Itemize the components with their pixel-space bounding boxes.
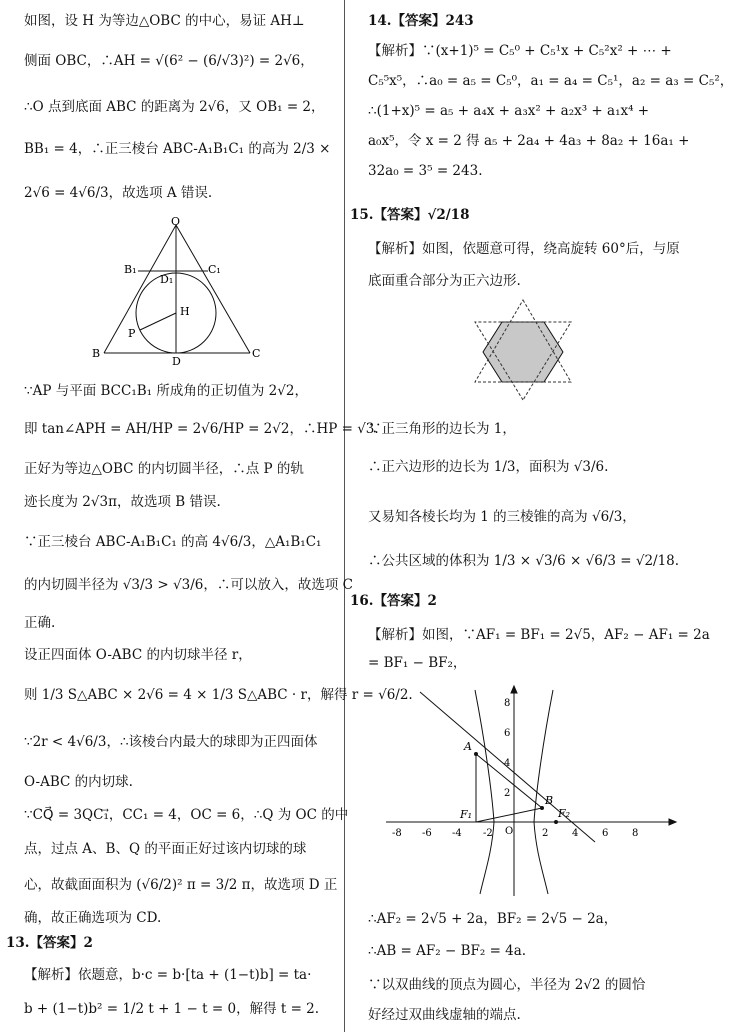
label-A: A (464, 740, 472, 753)
text-line: 正好为等边△OBC 的内切圆半径，∴点 P 的轨 (24, 461, 304, 477)
label-B: B (92, 347, 101, 360)
text-line: 【解析】依题意，b·c = b·[ta + (1−t)b] = ta· (24, 967, 312, 983)
tick-y: 4 (504, 758, 511, 769)
label-origin: O (505, 826, 514, 837)
text-line: ∵以双曲线的顶点为圆心，半径为 2√2 的圆恰 (368, 977, 646, 993)
text-line: 迹长度为 2√3π，故选项 B 错误. (24, 494, 221, 510)
text-line: 的内切圆半径为 √3/3 > √3/6，∴可以放入，故选项 C (24, 577, 353, 593)
hyperbola-figure (380, 682, 680, 898)
text-line: 点，过点 A、B、Q 的平面正好过该内切球的球 (24, 841, 307, 857)
text-line: ∴AF₂ = 2√5 + 2a，BF₂ = 2√5 − 2a， (368, 911, 618, 927)
tick-x: 2 (542, 828, 549, 839)
text-line: ∵CQ⃗ = 3QC₁⃗，CC₁ = 4，OC = 6，∴Q 为 OC 的中 (24, 807, 349, 823)
text-line: 【解析】∵(x+1)⁵ = C₅⁰ + C₅¹x + C₅²x² + ⋯ + (368, 43, 672, 59)
tick-x: 8 (632, 828, 639, 839)
text-line: 确，故正确选项为 CD. (24, 910, 162, 926)
text-line: 如图，设 H 为等边△OBC 的中心，易证 AH⊥ (24, 13, 305, 29)
text-line: 2√6 = 4√6/3，故选项 A 错误. (24, 185, 213, 201)
label-B1: B₁ (124, 263, 137, 276)
label-D: D (172, 355, 181, 368)
text-line: O-ABC 的内切球. (24, 774, 133, 790)
text-line: 【解析】如图，∵AF₁ = BF₁ = 2√5，AF₂ − AF₁ = 2a (368, 627, 710, 643)
label-B: B (545, 794, 554, 807)
label-D1: D₁ (160, 273, 174, 286)
label-H: H (180, 305, 190, 318)
tick-x: 4 (572, 828, 579, 839)
tick-x: 6 (602, 828, 609, 839)
tick-x: -6 (422, 828, 432, 839)
text-line: 即 tan∠APH = AH/HP = 2√6/HP = 2√2，∴HP = √3. (24, 421, 379, 437)
text-line: 心，故截面面积为 (√6/2)² π = 3/2 π，故选项 D 正 (24, 877, 338, 893)
answer-15-heading: 15.【答案】√2/18 (350, 207, 470, 223)
text-line: 侧面 OBC，∴AH = √(6² − (6/√3)²) = 2√6， (24, 53, 314, 69)
text-line: 底面重合部分为正六边形. (368, 273, 521, 289)
answer-16-heading: 16.【答案】2 (350, 593, 437, 609)
text-line: b + (1−t)b² = 1/2 t + 1 − t = 0，解得 t = 2. (24, 1001, 320, 1017)
text-line: 正确. (24, 615, 56, 631)
tick-x: -4 (452, 828, 462, 839)
text-line: ∴AB = AF₂ − BF₂ = 4a. (368, 943, 527, 959)
text-line: ∵AP 与平面 BCC₁B₁ 所成角的正切值为 2√2， (24, 383, 308, 399)
text-line: BB₁ = 4，∴正三棱台 ABC-A₁B₁C₁ 的高为 2/3 × (24, 141, 331, 157)
text-line: ∴正六边形的边长为 1/3，面积为 √3/6. (368, 459, 609, 475)
text-line: 又易知各棱长均为 1 的三棱锥的高为 √6/3， (368, 509, 636, 525)
text-line: = BF₁ − BF₂， (368, 655, 467, 671)
tick-x: -2 (483, 828, 493, 839)
label-C1: C₁ (208, 263, 221, 276)
label-C: C (252, 347, 261, 360)
text-line: ∵正三棱台 ABC-A₁B₁C₁ 的高 4√6/3，△A₁B₁C₁ (24, 534, 322, 550)
hexagram-figure (468, 300, 578, 400)
text-line: a₀x⁵，令 x = 2 得 a₅ + 2a₄ + 4a₃ + 8a₂ + 16a₁ + (368, 133, 690, 149)
text-line: 设正四面体 O-ABC 的内切球半径 r， (24, 647, 252, 663)
text-line: 则 1/3 S△ABC × 2√6 = 4 × 1/3 S△ABC · r，解得 r = √6/2. (24, 687, 413, 703)
answer-14-heading: 14.【答案】243 (368, 13, 474, 29)
column-divider (344, 0, 345, 1032)
label-F2: F₂ (558, 807, 571, 820)
tick-y: 2 (504, 788, 511, 799)
tick-x: -8 (392, 828, 402, 839)
tick-y: 6 (504, 728, 511, 739)
label-F1: F₁ (460, 808, 473, 821)
text-line: ∵2r < 4√6/3，∴该棱台内最大的球即为正四面体 (24, 734, 318, 750)
text-line: ∴(1+x)⁵ = a₅ + a₄x + a₃x² + a₂x³ + a₁x⁴ + (368, 103, 650, 119)
text-line: 【解析】如图，依题意可得，绕高旋转 60°后，与原 (368, 241, 680, 257)
tetrahedron-figure (90, 215, 270, 368)
text-line: ∵正三角形的边长为 1， (368, 421, 516, 437)
text-line: 32a₀ = 3⁵ = 243. (368, 163, 483, 179)
label-P: P (128, 327, 136, 340)
tick-y: 8 (504, 698, 511, 709)
label-O: O (171, 215, 181, 228)
answer-13-heading: 13.【答案】2 (6, 935, 93, 951)
text-line: C₅⁵x⁵，∴a₀ = a₅ = C₅⁰，a₁ = a₄ = C₅¹，a₂ = a₃ = C₅²， (368, 73, 733, 89)
text-line: ∴O 点到底面 ABC 的距离为 2√6，又 OB₁ = 2， (24, 99, 325, 115)
text-line: ∴公共区域的体积为 1/3 × √3/6 × √6/3 = √2/18. (368, 553, 680, 569)
text-line: 好经过双曲线虚轴的端点. (368, 1007, 521, 1023)
